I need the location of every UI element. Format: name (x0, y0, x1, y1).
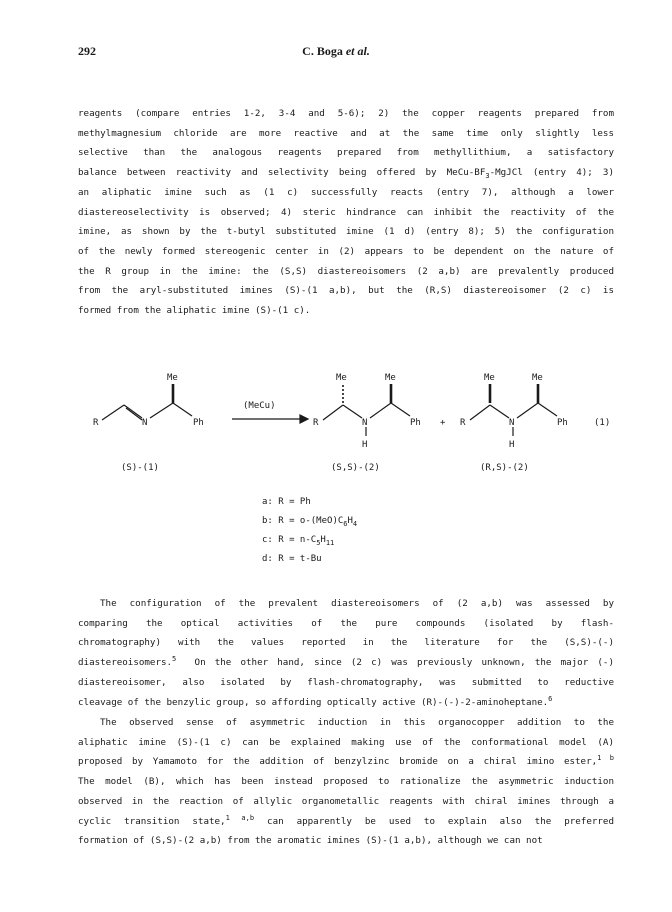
text-fragment: cleavage of the benzylic group, so affording optically active (R)-(-)-2-aminoheptane. (78, 696, 549, 708)
page-number: 292 (78, 44, 96, 58)
text-fragment: cyclic transition state, (78, 815, 226, 827)
ph-label: Ph (557, 418, 568, 428)
me-label: Me (484, 373, 495, 383)
text-fragment: H (320, 535, 326, 545)
paragraph-asymmetric-induction (78, 713, 614, 851)
paragraph-results-summary (78, 104, 614, 321)
text-fragment: b: R = o-(MeO)C (262, 516, 344, 526)
equation-number: (1) (594, 418, 611, 428)
text-line: formed from the aliphatic imine (S)-(1 c). (78, 305, 311, 317)
text-fragment: diastereoisomers. (78, 657, 173, 669)
reaction-scheme-drawing (0, 370, 672, 490)
text-line: The model (B), which has been instead proposed to rationalize the asymmetric induction (78, 776, 614, 788)
text-fragment: -MgJCl (entry 4); 3) (489, 167, 614, 179)
reference-marker: 6 (548, 694, 553, 703)
subscript: 4 (352, 519, 358, 528)
text-line: The observed sense of asymmetric induction in this organocopper addition to the (100, 717, 614, 728)
subscript: 3 (485, 171, 490, 180)
substituent-definitions (262, 493, 357, 569)
text-line: methylmagnesium chloride are more reactive and at the same time only slightly less (78, 127, 614, 139)
text-line: imine, as shown by the t-butyl substituted imine (1 d) (entry 8); 5) the configuration (78, 226, 614, 238)
running-title-author: C. Boga (302, 44, 343, 58)
reagent-label: (MeCu) (243, 401, 276, 411)
text-line-with-reference (78, 693, 614, 713)
text-line: selective than the analogous reagents prepared from methyllithium, a satisfactory (78, 147, 614, 159)
text-line: observed in the reaction of allylic organometallic reagents with chiral imines through a (78, 795, 614, 807)
n-label: N (509, 418, 515, 428)
n-label: N (362, 418, 368, 428)
definition-c (262, 531, 357, 550)
r-label: R (460, 418, 466, 428)
text-line: formation of (S,S)-(2 a,b) from the aromatic imines (S)-(1 a,b), although we can not (78, 835, 543, 847)
compound-label-rs-2: (R,S)-(2) (480, 463, 529, 473)
text-line-with-reference (78, 752, 614, 772)
text-line: the R group in the imine: the (S,S) diastereoisomers (2 a,b) are prevalently produced (78, 265, 614, 277)
ph-label: Ph (193, 418, 204, 428)
text-line: from the aryl-substituted imines (S)-(1 a,b), but the (R,S) diastereoisomer (2 c) is (78, 285, 614, 297)
text-line: diastereoselectivity is observed; 4) steric hindrance can inhibit the reactivity of the (78, 206, 614, 218)
text-line: chromatography) with the values reported in the literature for the (S,S)-(-) (78, 637, 614, 649)
text-line: The configuration of the prevalent diastereoisomers of (2 a,b) was assessed by (100, 598, 614, 609)
definition-b (262, 512, 357, 531)
text-line-with-reference (78, 653, 614, 673)
page-header (78, 44, 594, 60)
me-label: Me (336, 373, 347, 383)
running-title (78, 44, 594, 59)
h-label: H (362, 440, 368, 450)
n-label: N (142, 418, 148, 428)
h-label: H (509, 440, 515, 450)
reference-marker: 1 a,b (225, 813, 255, 822)
text-fragment: c: R = n-C (262, 535, 317, 545)
running-title-etal: et al. (345, 44, 370, 58)
r-label: R (313, 418, 319, 428)
text-fragment: H (347, 516, 353, 526)
definition-d: d: R = t-Bu (262, 554, 322, 564)
text-line: of the newly formed stereogenic center in (2) appears to be dependent on the nature of (78, 245, 614, 257)
text-fragment: can apparently be used to explain also the preferred (267, 815, 614, 827)
text-fragment: proposed by Yamamoto for the addition of benzylzinc bromide on a chiral imino ester, (78, 756, 598, 768)
ph-label: Ph (410, 418, 421, 428)
definition-a: a: R = Ph (262, 497, 311, 507)
text-line-with-reference (78, 812, 614, 832)
text-line: diastereoisomer, also isolated by flash-chromatography, was submitted to reductive (78, 676, 614, 688)
compound-label-ss-2: (S,S)-(2) (331, 463, 380, 473)
compound-label-s-1: (S)-(1) (121, 463, 159, 473)
subscript: 11 (325, 538, 335, 547)
subscript: 6 (343, 519, 348, 528)
me-label: Me (385, 373, 396, 383)
text-line: an aliphatic imine such as (1 c) successfully reacts (entry 7), although a lower (78, 186, 614, 198)
r-label: R (93, 418, 99, 428)
text-fragment: balance between reactivity and selectivity being offered by MeCu-BF (78, 167, 486, 179)
reference-marker: 1 b (597, 754, 614, 763)
subscript: 5 (316, 538, 321, 547)
plus-sign: + (440, 418, 446, 428)
reference-marker: 5 (172, 655, 177, 664)
text-line: aliphatic imine (S)-(1 c) can be explained making use of the conformational model (A) (78, 736, 614, 748)
text-line: reagents (compare entries 1-2, 3-4 and 5-6); 2) the copper reagents prepared from (78, 108, 614, 119)
text-line: comparing the optical activities of the pure compounds (isolated by flash- (78, 617, 614, 629)
paragraph-configuration (78, 594, 614, 712)
text-fragment: On the other hand, since (2 c) was previously unknown, the major (-) (194, 657, 614, 669)
me-label: Me (167, 373, 178, 383)
me-label: Me (532, 373, 543, 383)
text-line-with-subscript (78, 163, 614, 183)
